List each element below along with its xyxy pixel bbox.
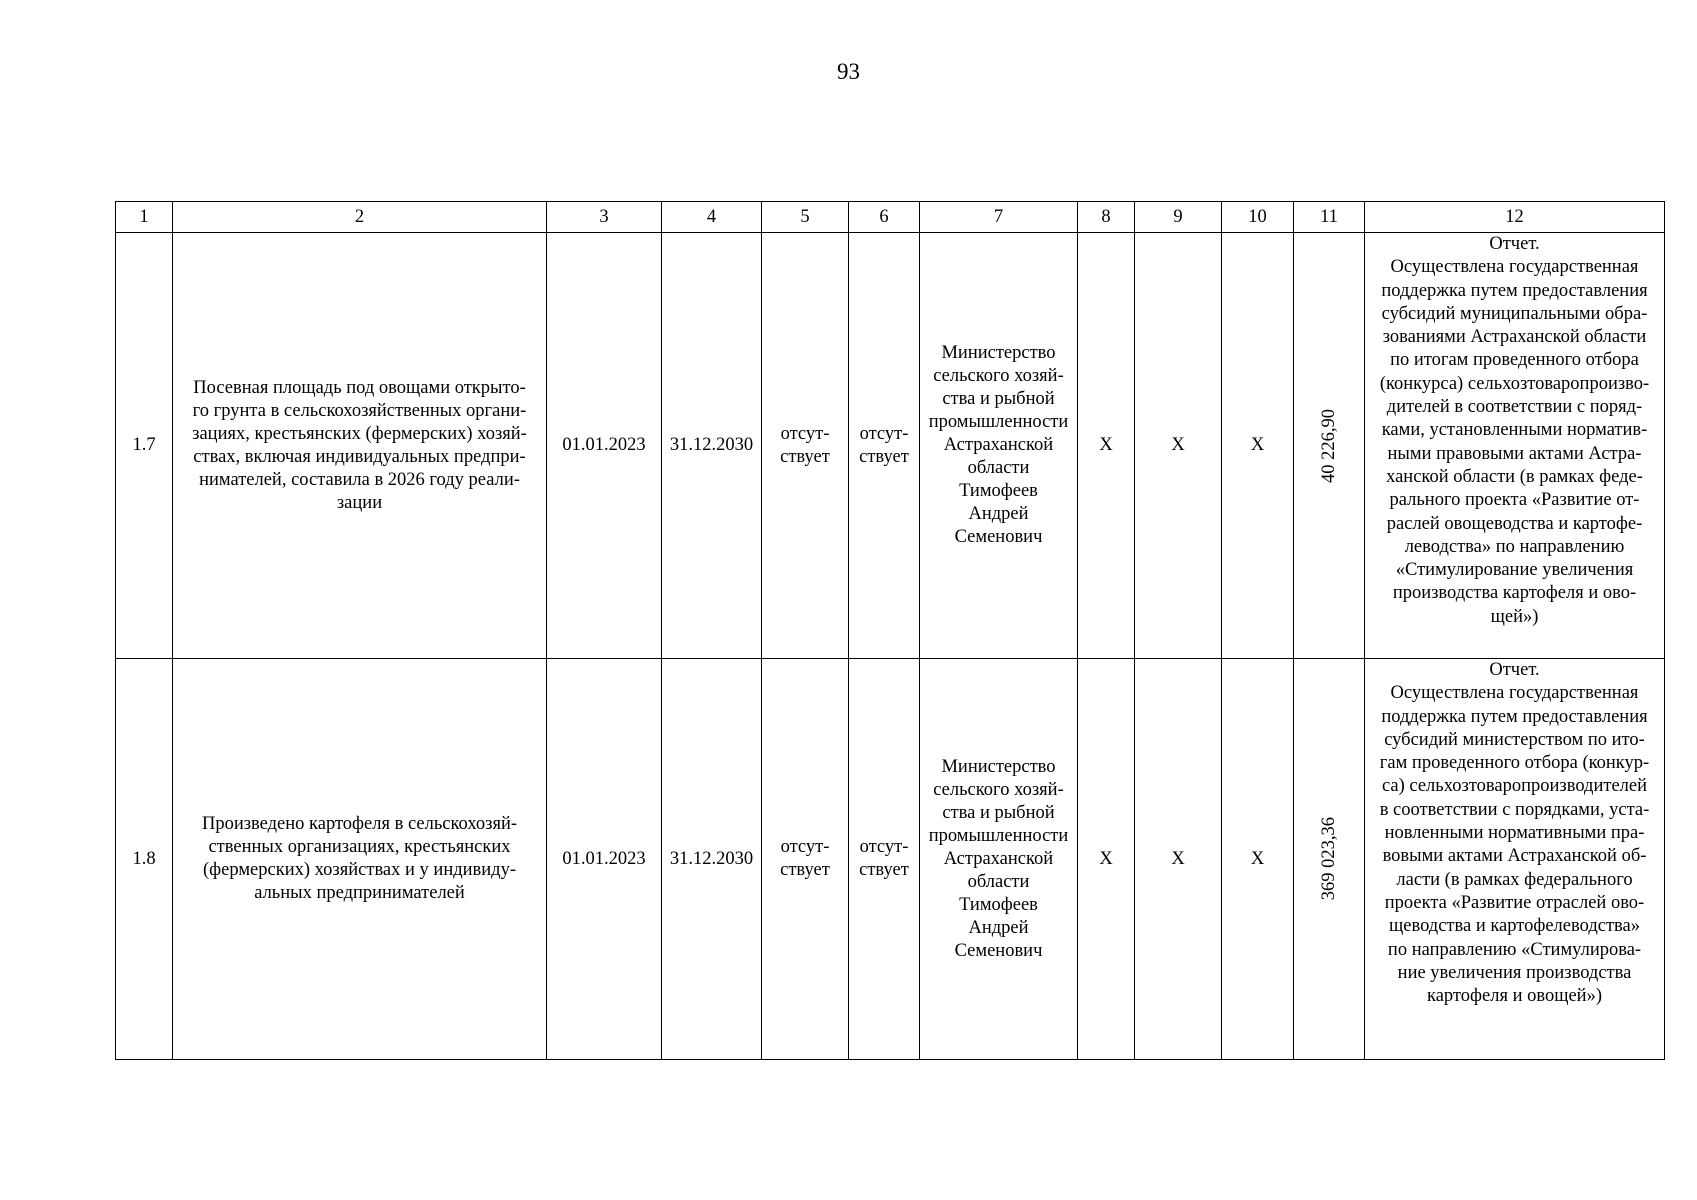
cell-col6: отсут- ствует [849,233,920,659]
row-description: Посевная площадь под овощами открыто- го грунта в сельскохозяйственных органи- зациях, крестьянских (фермерских) хозяй- ствах, включая индивидуальных предпри- нимателей, составила в 2026 году реали- зации [173,233,547,659]
cell-col5: отсут- ствует [762,659,849,1060]
responsible-executor: Министерство сельского хозяй- ства и рыбной промышленности Астраханской области Тимофеев Андрей Семенович [920,659,1078,1060]
amount-cell [1294,233,1365,659]
column-header: 8 [1078,202,1135,233]
measures-table [115,201,1665,1060]
report-cell [1365,233,1665,659]
column-header: 10 [1222,202,1294,233]
report-title: Отчет. [1489,234,1540,254]
column-header: 2 [173,202,547,233]
amount-value: 40 226,90 [1318,408,1339,483]
cell-col5: отсут- ствует [762,233,849,659]
responsible-executor: Министерство сельского хозяй- ства и рыбной промышленности Астраханской области Тимофеев Андрей Семенович [920,233,1078,659]
row-number: 1.8 [116,659,173,1060]
column-header: 7 [920,202,1078,233]
cell-col8: X [1078,233,1135,659]
end-date: 31.12.2030 [662,233,762,659]
column-header: 5 [762,202,849,233]
column-header: 6 [849,202,920,233]
column-header: 3 [547,202,662,233]
table-row [116,659,1665,1060]
page-number: 93 [837,59,860,84]
cell-col9: X [1135,659,1222,1060]
start-date: 01.01.2023 [547,233,662,659]
row-description: Произведено картофеля в сельскохозяй- ственных организациях, крестьянских (фермерских) хозяйствах и у индивиду- альных предпринимателей [173,659,547,1060]
column-header: 4 [662,202,762,233]
report-text: Осуществлена государственная поддержка путем предоставления субсидий министерством по ито- гам проведенного отбора (конкур- са) сельхозтоваропроизводителей в соответствии с порядками, уста- новленными нормативными пра- вовыми актами Астраханской об- ласти (в рамках федерального проекта «Развитие отраслей ово- щеводства и картофелеводства» по направлению «Стимулирова- ние увеличения производства картофеля и овощей») [1379,683,1650,1007]
column-header: 9 [1135,202,1222,233]
end-date: 31.12.2030 [662,659,762,1060]
start-date: 01.01.2023 [547,659,662,1060]
cell-col10: X [1222,659,1294,1060]
amount-cell [1294,659,1365,1060]
report-cell [1365,659,1665,1060]
row-number: 1.7 [116,233,173,659]
table-row [116,233,1665,659]
cell-col9: X [1135,233,1222,659]
cell-col10: X [1222,233,1294,659]
cell-col8: X [1078,659,1135,1060]
report-text: Осуществлена государственная поддержка путем предоставления субсидий муниципальными обра- зованиями Астраханской области по итогам проведенного отбора (конкурса) сельхозтоваропроизво- дителей в соответствии с поряд- ками, установленными норматив- ными правовыми актами Астра- ханской области (в рамках феде- рального проекта «Развитие от- раслей овощеводства и картофе- леводства» по направлению «Стимулирование увеличения производства картофеля и ово- щей») [1379,257,1650,627]
cell-col6: отсут- ствует [849,659,920,1060]
column-header: 11 [1294,202,1365,233]
column-header: 1 [116,202,173,233]
amount-value: 369 023,36 [1318,817,1339,901]
column-number-row [116,202,1665,233]
report-title: Отчет. [1489,660,1540,680]
column-header: 12 [1365,202,1665,233]
